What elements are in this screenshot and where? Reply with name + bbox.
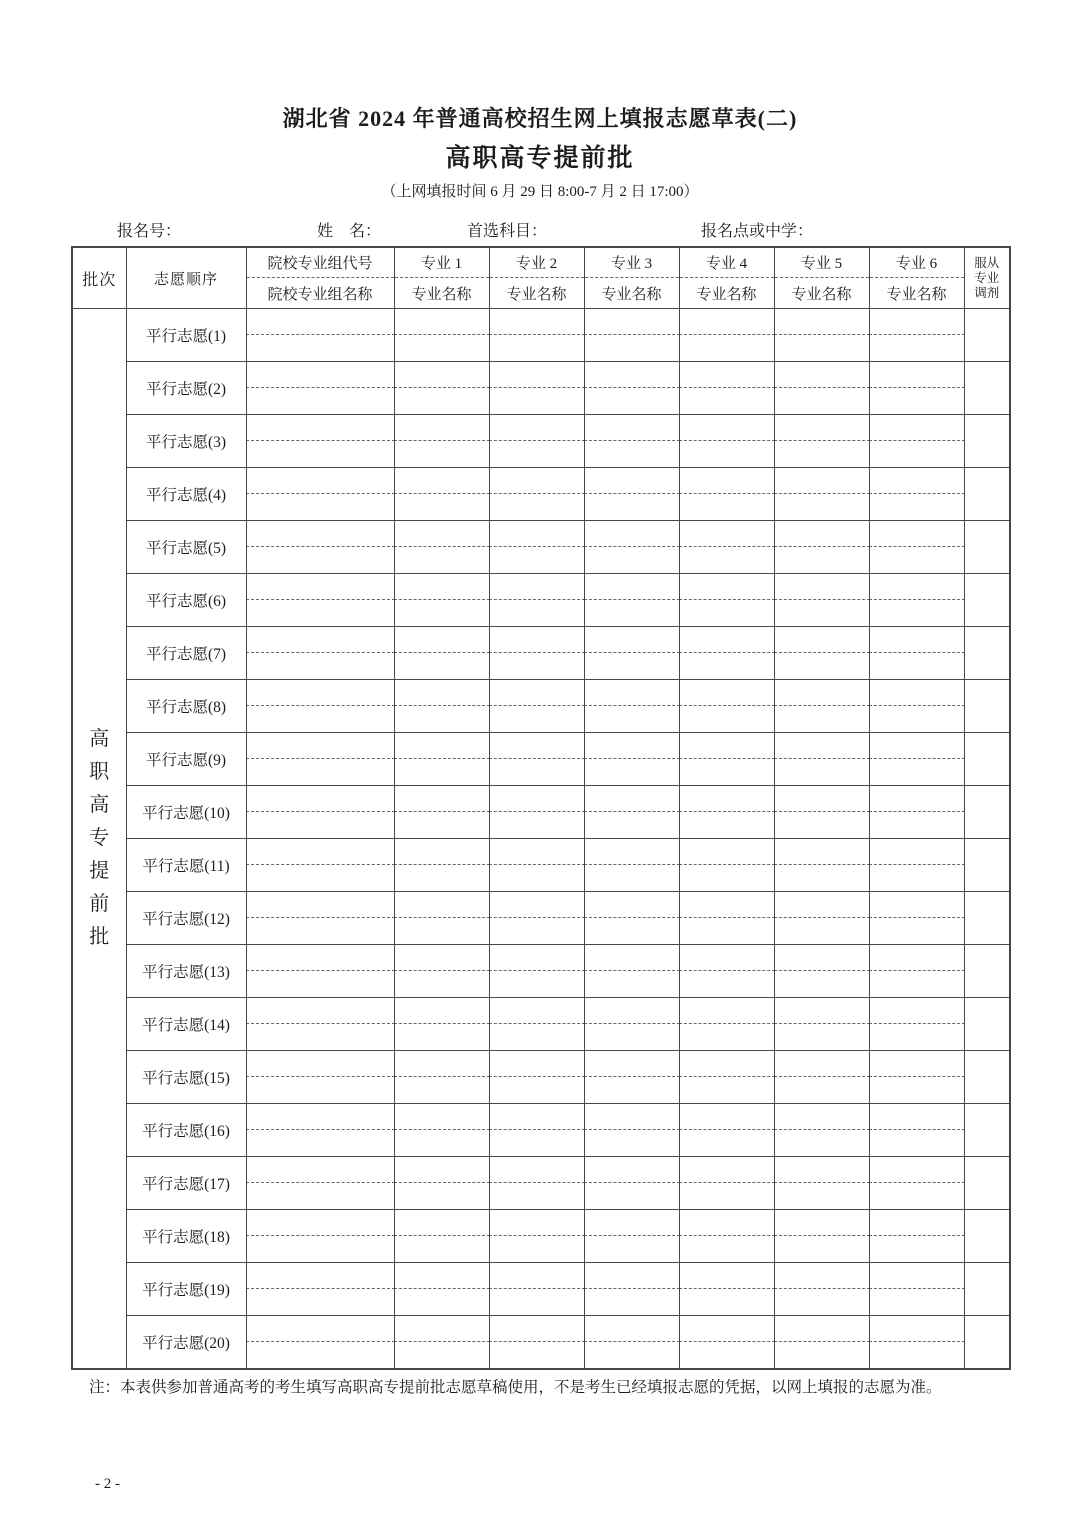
group-fill-cell [246, 1263, 394, 1316]
major-3-fill-cell [584, 1051, 679, 1104]
major-6-fill-cell [869, 1316, 964, 1370]
group-fill-cell [246, 521, 394, 574]
group-fill-cell [246, 1104, 394, 1157]
major-5-fill-cell [774, 1157, 869, 1210]
volunteer-row [72, 415, 1010, 468]
major-3-fill-cell [584, 680, 679, 733]
major-5-name-header: 专业名称 [791, 286, 852, 303]
major-4-fill-cell [679, 733, 774, 786]
batch-vertical-label: 高职高专提前批 [89, 728, 110, 948]
batch-column-header: 批次 [72, 247, 126, 309]
obey-fill-cell [964, 521, 1010, 574]
volunteer-order-label: 平行志愿(2) [126, 362, 246, 415]
major-5-fill-cell [774, 998, 869, 1051]
major-3-fill-cell [584, 468, 679, 521]
group-name-header: 院校专业组名称 [267, 286, 373, 303]
major-2-fill-cell [489, 521, 584, 574]
major-6-column-header [869, 247, 964, 309]
major-2-fill-cell [489, 574, 584, 627]
major-6-fill-cell [869, 786, 964, 839]
major-2-fill-cell [489, 309, 584, 362]
group-fill-cell [246, 1051, 394, 1104]
volunteer-order-label: 平行志愿(16) [126, 1104, 246, 1157]
major-1-fill-cell [394, 945, 489, 998]
obey-fill-cell [964, 1051, 1010, 1104]
major-1-fill-cell [394, 998, 489, 1051]
obey-fill-cell [964, 1210, 1010, 1263]
major-4-fill-cell [679, 839, 774, 892]
major-6-fill-cell [869, 468, 964, 521]
major-2-header: 专业 2 [490, 248, 584, 278]
major-3-column-header [584, 247, 679, 309]
major-5-fill-cell [774, 415, 869, 468]
obey-header-line-3: 调剂 [974, 285, 1000, 300]
volunteer-table [71, 246, 1011, 1370]
batch-title: 高职高专提前批 [445, 145, 635, 172]
major-3-fill-cell [584, 1210, 679, 1263]
major-3-fill-cell [584, 627, 679, 680]
volunteer-row [72, 733, 1010, 786]
major-3-fill-cell [584, 892, 679, 945]
page-title: 湖北省 2024 年普通高校招生网上填报志愿草表(二) [282, 106, 798, 131]
table-header-row [72, 247, 1010, 309]
obey-fill-cell [964, 680, 1010, 733]
major-4-header: 专业 4 [680, 248, 774, 278]
volunteer-order-label: 平行志愿(17) [126, 1157, 246, 1210]
major-2-fill-cell [489, 1157, 584, 1210]
obey-fill-cell [964, 309, 1010, 362]
major-5-fill-cell [774, 1051, 869, 1104]
major-4-fill-cell [679, 1104, 774, 1157]
obey-fill-cell [964, 415, 1010, 468]
volunteer-order-label: 平行志愿(3) [126, 415, 246, 468]
major-6-fill-cell [869, 574, 964, 627]
group-fill-cell [246, 733, 394, 786]
form-page [71, 0, 1009, 1493]
major-2-name-header: 专业名称 [506, 286, 567, 303]
group-code-header: 院校专业组代号 [247, 248, 394, 278]
volunteer-order-label: 平行志愿(6) [126, 574, 246, 627]
major-4-fill-cell [679, 309, 774, 362]
major-2-fill-cell [489, 892, 584, 945]
major-2-fill-cell [489, 415, 584, 468]
obey-fill-cell [964, 998, 1010, 1051]
major-1-fill-cell [394, 468, 489, 521]
group-fill-cell [246, 892, 394, 945]
volunteer-row [72, 1316, 1010, 1370]
volunteer-order-label: 平行志愿(12) [126, 892, 246, 945]
major-2-fill-cell [489, 1051, 584, 1104]
major-3-fill-cell [584, 1157, 679, 1210]
major-1-name-header: 专业名称 [411, 286, 472, 303]
major-6-fill-cell [869, 1051, 964, 1104]
obey-header-line-1: 服从 [974, 255, 1000, 270]
volunteer-order-label: 平行志愿(10) [126, 786, 246, 839]
group-fill-cell [246, 415, 394, 468]
major-5-fill-cell [774, 362, 869, 415]
major-5-fill-cell [774, 521, 869, 574]
major-4-fill-cell [679, 362, 774, 415]
major-1-fill-cell [394, 1104, 489, 1157]
major-2-fill-cell [489, 786, 584, 839]
major-5-fill-cell [774, 1210, 869, 1263]
major-6-fill-cell [869, 1157, 964, 1210]
major-1-fill-cell [394, 309, 489, 362]
obey-fill-cell [964, 1157, 1010, 1210]
volunteer-row [72, 1157, 1010, 1210]
major-4-column-header [679, 247, 774, 309]
major-3-fill-cell [584, 945, 679, 998]
volunteer-row [72, 892, 1010, 945]
group-fill-cell [246, 786, 394, 839]
volunteer-order-label: 平行志愿(11) [126, 839, 246, 892]
volunteer-row [72, 362, 1010, 415]
obey-fill-cell [964, 468, 1010, 521]
major-1-fill-cell [394, 627, 489, 680]
major-1-fill-cell [394, 733, 489, 786]
volunteer-order-label: 平行志愿(15) [126, 1051, 246, 1104]
major-5-fill-cell [774, 1104, 869, 1157]
major-6-fill-cell [869, 1263, 964, 1316]
volunteer-order-label: 平行志愿(7) [126, 627, 246, 680]
volunteer-row [72, 1263, 1010, 1316]
group-column-header [246, 247, 394, 309]
major-6-fill-cell [869, 521, 964, 574]
major-5-fill-cell [774, 627, 869, 680]
footnote-text: 本表供参加普通高考的考生填写高职高专提前批志愿草稿使用，不是考生已经填报志愿的凭据，以网上填报的志愿为准。 [120, 1379, 942, 1396]
major-4-fill-cell [679, 1210, 774, 1263]
major-4-fill-cell [679, 892, 774, 945]
group-fill-cell [246, 468, 394, 521]
major-4-fill-cell [679, 574, 774, 627]
major-1-fill-cell [394, 1263, 489, 1316]
major-2-fill-cell [489, 1263, 584, 1316]
major-1-fill-cell [394, 1316, 489, 1370]
volunteer-row [72, 309, 1010, 362]
volunteer-row [72, 998, 1010, 1051]
obey-fill-cell [964, 892, 1010, 945]
major-3-fill-cell [584, 521, 679, 574]
volunteer-order-label: 平行志愿(5) [126, 521, 246, 574]
major-3-fill-cell [584, 733, 679, 786]
volunteer-row [72, 627, 1010, 680]
major-1-fill-cell [394, 1157, 489, 1210]
major-5-fill-cell [774, 680, 869, 733]
major-5-fill-cell [774, 1316, 869, 1370]
major-5-fill-cell [774, 945, 869, 998]
major-3-fill-cell [584, 362, 679, 415]
major-2-fill-cell [489, 468, 584, 521]
major-1-fill-cell [394, 786, 489, 839]
volunteer-row [72, 574, 1010, 627]
major-1-fill-cell [394, 892, 489, 945]
major-1-fill-cell [394, 415, 489, 468]
volunteer-row [72, 839, 1010, 892]
major-5-fill-cell [774, 574, 869, 627]
major-6-fill-cell [869, 733, 964, 786]
volunteer-order-label: 平行志愿(19) [126, 1263, 246, 1316]
group-fill-cell [246, 574, 394, 627]
volunteer-order-label: 平行志愿(14) [126, 998, 246, 1051]
major-6-fill-cell [869, 627, 964, 680]
major-4-fill-cell [679, 945, 774, 998]
order-column-header: 志愿顺序 [126, 247, 246, 309]
major-6-fill-cell [869, 309, 964, 362]
group-fill-cell [246, 1157, 394, 1210]
major-2-fill-cell [489, 362, 584, 415]
major-5-fill-cell [774, 1263, 869, 1316]
major-6-header: 专业 6 [870, 248, 964, 278]
group-fill-cell [246, 362, 394, 415]
major-4-fill-cell [679, 468, 774, 521]
footnote [71, 1377, 1009, 1398]
major-5-fill-cell [774, 733, 869, 786]
major-1-fill-cell [394, 574, 489, 627]
major-1-header: 专业 1 [395, 248, 489, 278]
major-6-fill-cell [869, 680, 964, 733]
major-6-fill-cell [869, 839, 964, 892]
group-fill-cell [246, 1316, 394, 1370]
volunteer-order-label: 平行志愿(4) [126, 468, 246, 521]
name-label: 姓 名： [317, 223, 382, 240]
major-2-fill-cell [489, 680, 584, 733]
major-4-fill-cell [679, 627, 774, 680]
major-3-fill-cell [584, 786, 679, 839]
major-1-column-header [394, 247, 489, 309]
major-2-column-header [489, 247, 584, 309]
major-2-fill-cell [489, 998, 584, 1051]
major-3-fill-cell [584, 839, 679, 892]
obey-header-line-2: 专业 [974, 270, 1000, 285]
obey-fill-cell [964, 1263, 1010, 1316]
major-4-fill-cell [679, 415, 774, 468]
major-1-fill-cell [394, 521, 489, 574]
group-fill-cell [246, 627, 394, 680]
major-2-fill-cell [489, 1316, 584, 1370]
major-6-fill-cell [869, 362, 964, 415]
major-4-fill-cell [679, 521, 774, 574]
volunteer-row [72, 468, 1010, 521]
major-2-fill-cell [489, 1104, 584, 1157]
registration-number-label: 报名号： [117, 223, 182, 240]
major-4-fill-cell [679, 680, 774, 733]
volunteer-order-label: 平行志愿(8) [126, 680, 246, 733]
obey-fill-cell [964, 786, 1010, 839]
group-fill-cell [246, 680, 394, 733]
major-5-header: 专业 5 [775, 248, 869, 278]
major-2-fill-cell [489, 627, 584, 680]
major-5-fill-cell [774, 309, 869, 362]
obey-fill-cell [964, 1316, 1010, 1370]
major-1-fill-cell [394, 362, 489, 415]
obey-adjustment-column-header [964, 247, 1010, 309]
major-2-fill-cell [489, 733, 584, 786]
volunteer-row [72, 1051, 1010, 1104]
major-3-fill-cell [584, 1316, 679, 1370]
volunteer-row [72, 786, 1010, 839]
major-1-fill-cell [394, 680, 489, 733]
obey-fill-cell [964, 733, 1010, 786]
filing-time-note: （上网填报时间 6 月 29 日 8:00-7 月 2 日 17:00） [381, 184, 699, 200]
major-3-name-header: 专业名称 [601, 286, 662, 303]
volunteer-order-label: 平行志愿(20) [126, 1316, 246, 1370]
volunteer-row [72, 521, 1010, 574]
major-5-column-header [774, 247, 869, 309]
major-2-fill-cell [489, 1210, 584, 1263]
major-6-fill-cell [869, 415, 964, 468]
volunteer-order-label: 平行志愿(18) [126, 1210, 246, 1263]
obey-fill-cell [964, 362, 1010, 415]
major-6-fill-cell [869, 945, 964, 998]
major-5-fill-cell [774, 468, 869, 521]
obey-fill-cell [964, 839, 1010, 892]
obey-fill-cell [964, 1104, 1010, 1157]
volunteer-order-label: 平行志愿(1) [126, 309, 246, 362]
major-3-fill-cell [584, 998, 679, 1051]
major-3-fill-cell [584, 1263, 679, 1316]
major-6-fill-cell [869, 892, 964, 945]
footnote-label: 注： [89, 1379, 121, 1396]
major-6-fill-cell [869, 998, 964, 1051]
volunteer-order-label: 平行志愿(9) [126, 733, 246, 786]
candidate-info-row [71, 219, 1009, 243]
volunteer-row [72, 1104, 1010, 1157]
major-6-fill-cell [869, 1104, 964, 1157]
group-fill-cell [246, 998, 394, 1051]
obey-fill-cell [964, 945, 1010, 998]
major-4-fill-cell [679, 1263, 774, 1316]
major-1-fill-cell [394, 1051, 489, 1104]
volunteer-row [72, 1210, 1010, 1263]
major-3-fill-cell [584, 574, 679, 627]
page-number: - 2 - [95, 1476, 120, 1492]
major-5-fill-cell [774, 786, 869, 839]
major-3-fill-cell [584, 1104, 679, 1157]
school-label: 报名点或中学： [701, 223, 814, 240]
major-3-header: 专业 3 [585, 248, 679, 278]
major-4-name-header: 专业名称 [696, 286, 757, 303]
major-5-fill-cell [774, 892, 869, 945]
batch-name-cell [72, 309, 126, 1370]
group-fill-cell [246, 945, 394, 998]
major-4-fill-cell [679, 786, 774, 839]
major-1-fill-cell [394, 1210, 489, 1263]
major-2-fill-cell [489, 945, 584, 998]
major-3-fill-cell [584, 415, 679, 468]
major-4-fill-cell [679, 1316, 774, 1370]
major-3-fill-cell [584, 309, 679, 362]
major-2-fill-cell [489, 839, 584, 892]
group-fill-cell [246, 839, 394, 892]
major-5-fill-cell [774, 839, 869, 892]
first-subject-label: 首选科目： [467, 223, 548, 240]
obey-fill-cell [964, 627, 1010, 680]
group-fill-cell [246, 309, 394, 362]
major-6-name-header: 专业名称 [886, 286, 947, 303]
major-1-fill-cell [394, 839, 489, 892]
major-4-fill-cell [679, 1157, 774, 1210]
major-4-fill-cell [679, 1051, 774, 1104]
major-4-fill-cell [679, 998, 774, 1051]
volunteer-row [72, 945, 1010, 998]
major-6-fill-cell [869, 1210, 964, 1263]
group-fill-cell [246, 1210, 394, 1263]
volunteer-order-label: 平行志愿(13) [126, 945, 246, 998]
volunteer-row [72, 680, 1010, 733]
obey-fill-cell [964, 574, 1010, 627]
